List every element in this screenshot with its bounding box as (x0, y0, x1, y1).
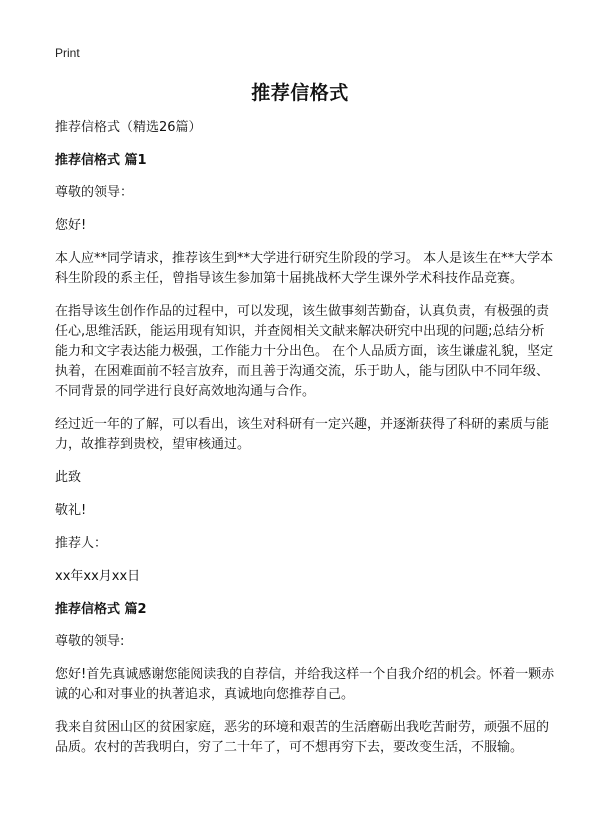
intro-text: 推荐信格式（精选26篇） (55, 120, 202, 135)
paragraph-2-1: 您好!首先真诚感谢您能阅读我的自荐信，并给我这样一个自我介绍的机会。怀着一颗赤诚的心和对事业的执著追求，真诚地向您推荐自己。 (55, 667, 555, 702)
section-heading-1: 推荐信格式 篇1 (55, 153, 147, 168)
closing-2: 敬礼! (55, 503, 87, 518)
document-body (55, 118, 555, 771)
paragraph-1-1: 本人应**同学请求，推荐该生到**大学进行研究生阶段的学习。 本人是该生在**大学本科生阶段的系主任，曾指导该生参加第十届挑战杯大学生课外学术科技作品竞赛。 (55, 251, 554, 286)
date-line: xx年xx月xx日 (55, 569, 141, 584)
section-heading-2: 推荐信格式 篇2 (55, 602, 147, 617)
paragraph-1-3: 经过近一年的了解，可以看出，该生对科研有一定兴趣，并逐渐获得了科研的素质与能力，故推荐到贵校，望审核通过。 (55, 417, 550, 452)
recommender-label: 推荐人： (55, 536, 108, 551)
salutation-1: 尊敬的领导： (55, 185, 134, 200)
greeting-1: 您好! (55, 218, 87, 233)
paragraph-1-2: 在指导该生创作作品的过程中，可以发现，该生做事刻苦勤奋，认真负责，有极强的责任心,思维活跃，能运用现有知识，并查阅相关文献来解决研究中出现的问题;总结分析能力和文字表达能力极强，工作能力十分出色。 在个人品质方面，该生谦虚礼貌，坚定执着，在困难面前不轻言放弃，而且善于沟通交流，乐于助人，能与团队中不同年级、不同背景的同学进行良好高效地沟通与合作。 (55, 304, 554, 399)
closing-1: 此致 (55, 470, 82, 485)
page-title: 推荐信格式 (251, 82, 349, 104)
paragraph-2-2: 我来自贫困山区的贫困家庭，恶劣的环境和艰苦的生活磨砺出我吃苦耐劳，顽强不屈的品质。农村的苦我明白，穷了二十年了，可不想再穷下去，要改变生活，不服输。 (55, 720, 550, 755)
salutation-2: 尊敬的领导: (55, 634, 125, 649)
print-link[interactable]: Print (55, 46, 80, 60)
